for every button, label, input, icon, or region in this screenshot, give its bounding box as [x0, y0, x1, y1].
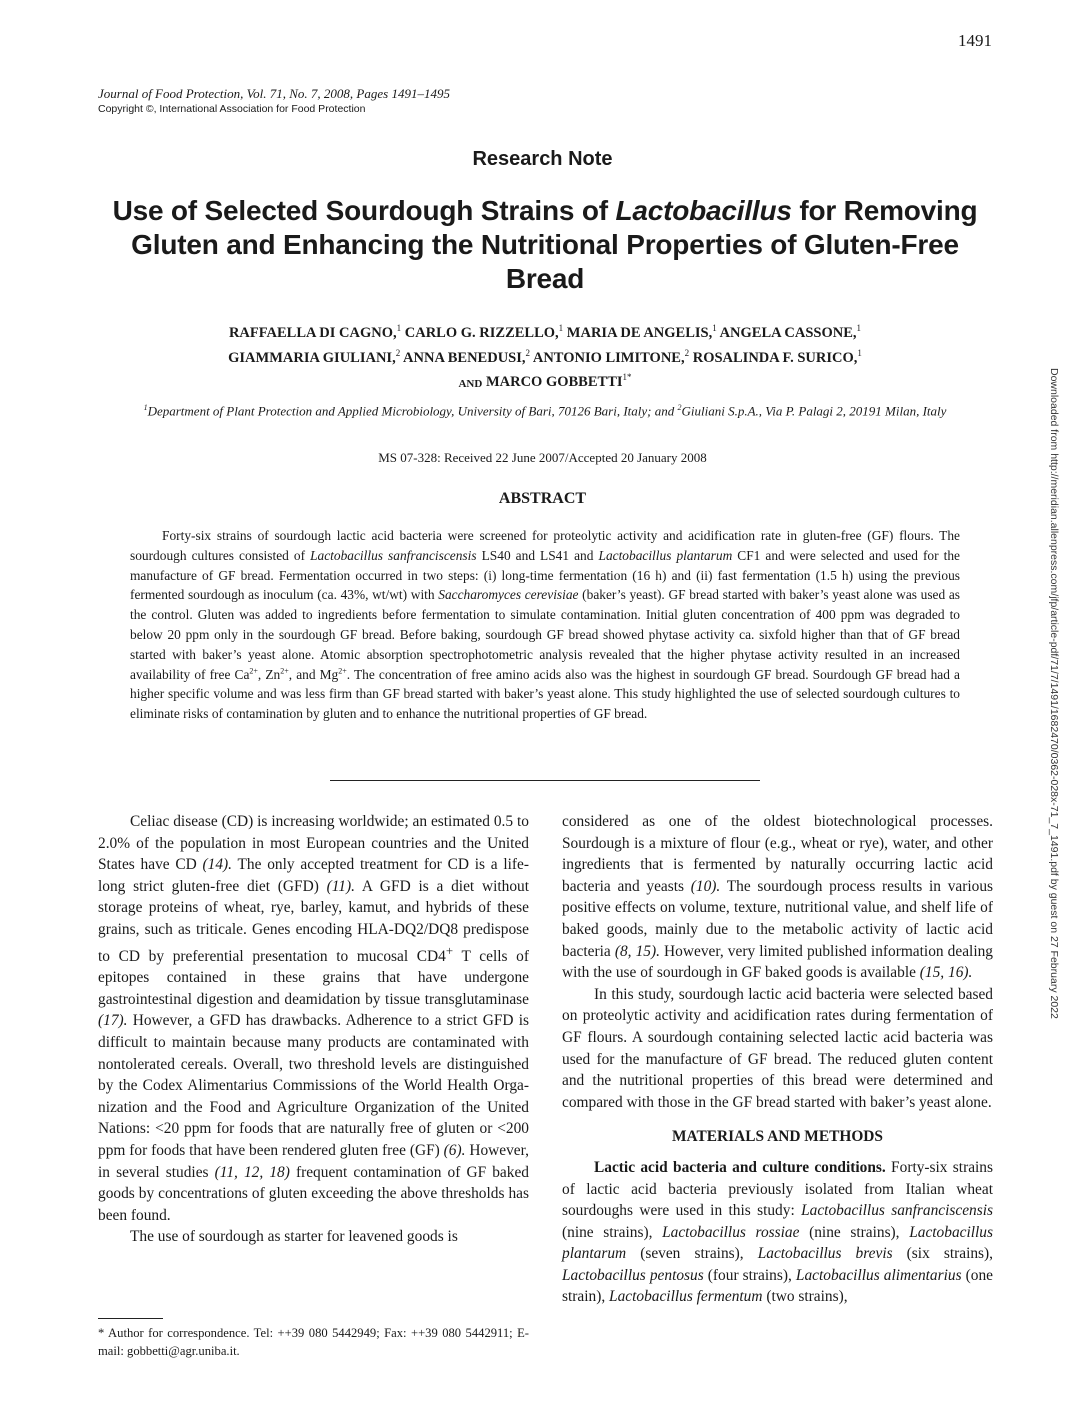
paragraph: Lactic acid bacteria and culture conditions. Forty-six strains of lactic acid bacteria previously isolated from Italian wheat sourdoughs were used in this study: Lactobacillus sanfranciscensis (nine strains), Lactobacillus rossiae (nine strains), Lactobacillus plantarum (seven strains), Lactobacillus brevis (six strains), Lactobacillus pentosus (four strains), Lactobacillus alimentarius (one strain), Lactobacillus fermentum (two strains), [562, 1158, 993, 1306]
author: RAFFAELLA DI CAGNO,$^1$ [228, 323, 402, 341]
author: GIAMMARIA GIULIANI,$^2$ [228, 347, 401, 366]
title-italic-genus: Lactobacillus [615, 195, 792, 226]
author: ANNA BENEDUSI,$^2$ [403, 347, 531, 366]
author: ROSALINDA F. SURICO,$^1$ [692, 347, 862, 366]
footnote-divider [98, 1318, 163, 1319]
author: MARIA DE ANGELIS,$^1$ [566, 323, 717, 341]
citation-ref: (11, 12, 18) [214, 1163, 290, 1181]
citation-ref: (14). [202, 856, 233, 874]
section-label: Research Note [472, 148, 613, 170]
subsection-heading: Lactic acid bacteria and culture conditions. [594, 1158, 886, 1176]
title-part-1: Use of Selected Sourdough Strains of [112, 195, 616, 226]
manuscript-dates: MS 07-328: Received 22 June 2007/Accepted 20 January 2008 [378, 450, 707, 465]
citation-ref: (15, 16). [919, 964, 973, 982]
citation-ref: (17). [98, 1012, 128, 1030]
section-heading-methods: MATERIALS AND METHODS [672, 1128, 883, 1146]
citation-ref: (6). [443, 1142, 466, 1160]
citation-ref: (8, 15). [614, 942, 660, 960]
citation-ref: (11). [326, 877, 355, 895]
copyright-notice: Copyright ©, International Association for Food Protection [98, 103, 366, 115]
paragraph: The use of sourdough as starter for leavened goods is [130, 1228, 458, 1246]
abstract-text: Forty-six strains of sourdough lactic acid bacteria were screened for proteolytic activity and acidification rate in gluten-free (GF) flours. The sourdough cultures consisted of Lactobacillus sanfranciscensis LS40 and LS41 and Lactobacillus plantarum CF1 and were selected and used for the manufacture of GF bread. Fermentation occurred in two steps: (i) long-time fermentation (16 h) and (ii) fast fermentation (1.5 h) using the previous fermented sourdough as inoculum (ca. 43%, wt/wt) with Saccharomyces cerevisiae (baker’s yeast). GF bread started with baker’s yeast alone was used as the control. Gluten was added to ingredients before fermentation to simulate contamination. Initial gluten concentration of 400 ppm was degraded to below 20 ppm only in the sourdough GF bread. Before baking, sourdough GF bread showed phytase activity ca. sixfold higher than that of GF bread started with baker’s yeast alone. Atomic absorption spectrophotometric analysis revealed that the higher phytase activity resulted in an increased availability of free $Ca^{2+}$, $Zn^{2+}$, and $Mg^{2+}$. The concentration of free amino acids also was the highest in sourdough GF bread. Sourdough GF bread had a higher specific volume and was less firm than GF bread started with baker’s yeast alone. This study highlighted the use of selected sourdough cultures to eliminate risks of contamination by gluten and to enhance the nutritional properties of GF bread. [130, 528, 961, 722]
body-column-left [98, 811, 529, 1248]
paragraph: In this study, sourdough lactic acid bacteria were selected based on proteolytic activity and acidification rates during fermentation of GF flours. A sourdough containing selected lactic acid bacteria was used for the manufacture of GF bread. The reduced gluten content and the nutritional properties of this bread were determined and compared with those in the GF bread started with baker’s yeast alone. [562, 985, 993, 1111]
body-column-right [562, 811, 993, 1308]
citation-ref: (10). [690, 877, 721, 895]
correspondence-footnote: * Author for correspondence. Tel: ++39 080 5442949; Fax: ++39 080 5442911; E-mail: gobbetti@agr.uniba.it. [98, 1326, 529, 1358]
abstract-divider [330, 780, 760, 781]
paragraph: Celiac disease (CD) is increasing worldwide; an estimated 0.5 to 2.0% of the population in most European countries and the United States have CD (14). The only accepted treatment for CD is a life-long strict gluten-free diet (GFD) (11). A GFD is a diet without storage proteins of wheat, rye, barley, kamut, and hybrids of these grains, such as triticale. Genes encoding HLA-DQ2/DQ8 predispose to CD by preferential presentation to mucosal CD4+ T cells of epitopes contained in these grains that have undergone gastrointestinal digestion and deamidation by tissue transglutaminase (17). However, a GFD has drawbacks. Adherence to a strict GFD is difficult to maintain because many products are contaminated with nontolerated cereals. Overall, two threshold levels are distinguished by the Codex Alimentarius Commissions of the World Health Organization and the Food and Agriculture Organization of the United Nations: <20 ppm for foods that are naturally free of gluten or <200 ppm for foods that have been rendered gluten free (GF) (6). However, in several studies (11, 12, 18) frequent contamination of GF baked goods by concentrations of gluten exceeding the above thresholds has been found. [98, 813, 529, 1224]
author: CARLO G. RIZZELLO,$^1$ [404, 323, 564, 341]
abstract-heading: ABSTRACT [498, 490, 587, 507]
page-number: 1491 [958, 31, 992, 50]
author: MARCO $GOBBETTI^{1*}$ [485, 372, 632, 391]
author: ANTONIO LIMITONE,$^2$ [532, 347, 690, 366]
affiliations: $^1$Department of Plant Protection and Applied Microbiology, University of Bari, 70126 Bari, Italy; and $^2$Giuliani S.p.A., Via P. Palagi 2, 20191 Milan, Italy [143, 403, 947, 419]
authors-and: AND [458, 377, 483, 390]
paragraph: considered as one of the oldest biotechnological processes. Sourdough is a mixture of flour (e.g., wheat or rye), water, and other ingredients that is fermented by naturally occurring lactic acid bacteria and yeasts (10). The sourdough process results in various positive effects on volume, texture, nutritional value, and shelf life of baked goods, mainly due to the metabolic activity of lactic acid bacteria (8, 15). However, very limited published information dealing with the use of sourdough in GF baked goods is available (15, 16). [562, 813, 994, 982]
author-list [120, 318, 970, 393]
article-title [100, 194, 990, 296]
title-part-2: for Removing Gluten and Enhancing the Nutritional Properties of Gluten-Free Bread [131, 195, 978, 294]
author: ANGELA CASSONE,$^1$ [719, 323, 862, 341]
download-watermark: Downloaded from http://meridian.allenpress.com/jfp/article-pdf/71/7/1491/1682470/0362-028x-71_7_1491.pdf by guest on 27 February 2022 [1048, 368, 1060, 1019]
journal-citation: Journal of Food Protection, Vol. 71, No. 7, 2008, Pages 1491–1495 [98, 86, 450, 101]
